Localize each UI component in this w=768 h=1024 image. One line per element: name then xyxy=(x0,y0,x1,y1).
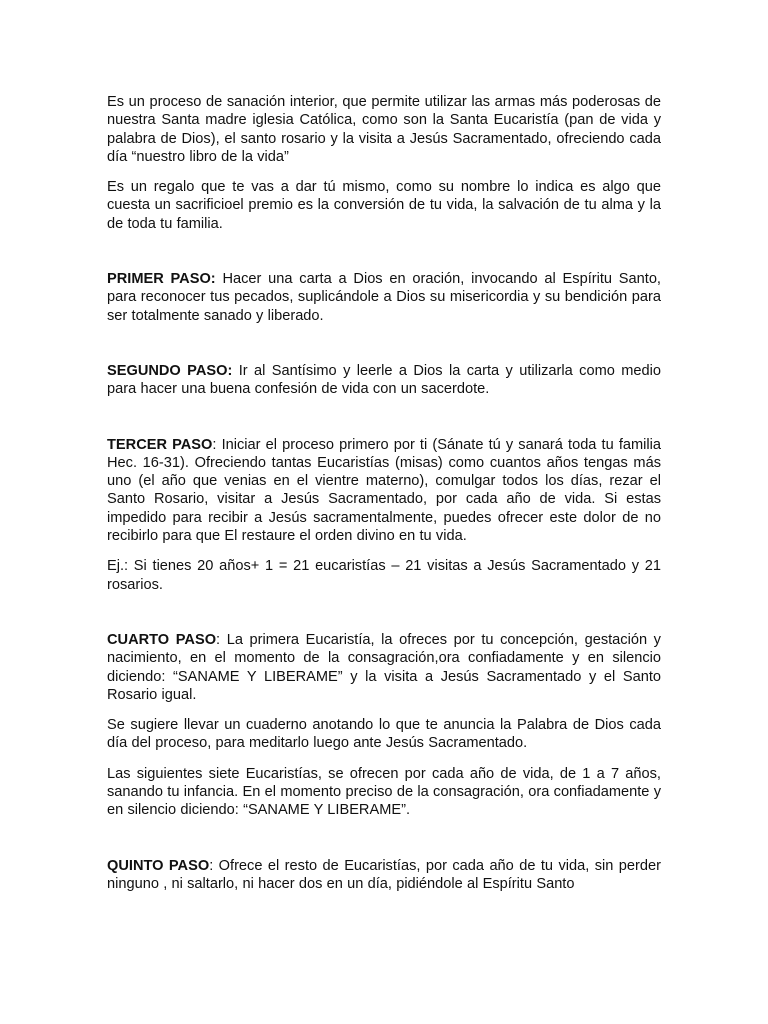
step-quinto-paso xyxy=(107,857,661,894)
step-text: Ir al Santísimo y leerle a Dios la carta y utilizarla como medio para hacer una buena confesión de vida con un sacerdote. xyxy=(107,362,661,398)
step-cuarto-paso xyxy=(107,631,661,704)
step-tercer-paso xyxy=(107,436,661,546)
intro-paragraph-1: Es un proceso de sanación interior, que permite utilizar las armas más poderosas de nuestra Santa madre iglesia Católica, como son la Santa Eucaristía (pan de vida y palabra de Dios), el santo rosario y la visita a Jesús Sacramentado, ofreciendo cada día “nuestro libro de la vida” xyxy=(107,94,661,165)
seven-eucharists-paragraph: Las siguientes siete Eucaristías, se ofrecen por cada año de vida, de 1 a 7 años, sanando tu infancia. En el momento preciso de la consagración, ora confiadamente y en silencio diciendo: “SANAME Y LIBERAME”. xyxy=(107,765,661,819)
step-primer-paso xyxy=(107,270,661,325)
step-text: Hacer una carta a Dios en oración, invocando al Espíritu Santo, para reconocer tus pecados, suplicándole a Dios su misericordia y su bendición para ser totalmente sanado y liberado. xyxy=(107,271,661,324)
notebook-suggestion-paragraph: Se sugiere llevar un cuaderno anotando lo que te anuncia la Palabra de Dios cada día del proceso, para meditarlo luego ante Jesús Sacramentado. xyxy=(107,717,661,752)
step-heading: QUINTO PASO xyxy=(107,857,210,874)
document-page xyxy=(107,93,661,893)
step-heading: PRIMER PASO: xyxy=(107,271,216,288)
step-heading: CUARTO PASO xyxy=(107,631,217,648)
step-segundo-paso xyxy=(107,362,661,399)
step-text: : Ofrece el resto de Eucaristías, por cada año de tu vida, sin perder ninguno , ni saltarlo, ni hacer dos en un día, pidiéndole al Espíritu Santo xyxy=(107,857,661,892)
example-paragraph: Ej.: Si tienes 20 años+ 1 = 21 eucaristías – 21 visitas a Jesús Sacramentado y 21 rosarios. xyxy=(107,558,661,593)
intro-paragraph-2: Es un regalo que te vas a dar tú mismo, como su nombre lo indica es algo que cuesta un sacrificioel premio es la conversión de tu vida, la salvación de tu alma y la de toda tu familia. xyxy=(107,179,661,232)
step-text: : La primera Eucaristía, la ofreces por tu concepción, gestación y nacimiento, en el momento de la consagración,ora confiadamente y en silencio diciendo: “SANAME Y LIBERAME” y la visita a Jesús Sacramentado y el Santo Rosario igual. xyxy=(107,631,661,703)
step-heading: SEGUNDO PASO: xyxy=(107,362,233,379)
step-text: : Iniciar el proceso primero por ti (Sánate tú y sanará toda tu familia Hec. 16-31). Ofreciendo tantas Eucaristías (misas) como cuantos años tengas más uno (el año que venias en el vientre materno), comulgar todos los días, rezar el Santo Rosario, visitar a Jesús Sacramentado, por cada año de vida. Si estas impedido para recibir a Jesús sacramentalmente, puedes ofrecer este dolor de no recibirlo para que El restaure el orden divino en tu vida. xyxy=(107,436,661,545)
step-heading: TERCER PASO xyxy=(107,436,213,453)
